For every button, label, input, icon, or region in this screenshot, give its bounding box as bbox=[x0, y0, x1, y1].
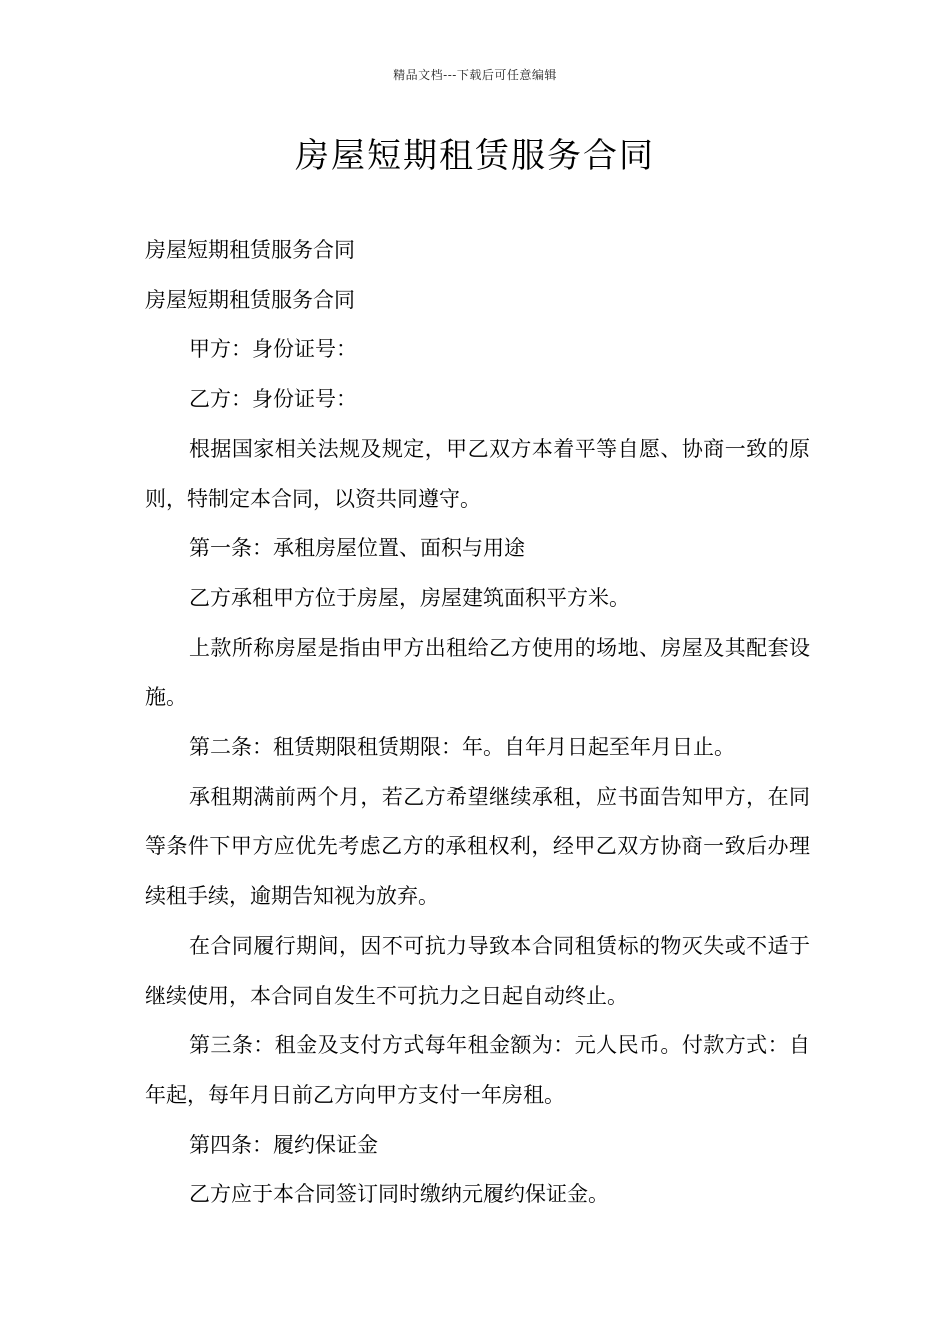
paragraph: 根据国家相关法规及规定，甲乙双方本着平等自愿、协商一致的原则，特制定本合同，以资共同遵守。 bbox=[145, 436, 810, 511]
paragraph: 乙方承租甲方位于房屋，房屋建筑面积平方米。 bbox=[189, 585, 630, 610]
article-heading: 第二条：租赁期限租赁期限：年。自年月日起至年月日止。 bbox=[189, 735, 735, 760]
document-title: 房屋短期租赁服务合同 bbox=[295, 136, 655, 176]
paragraph: 承租期满前两个月，若乙方希望继续承租，应书面告知甲方，在同等条件下甲方应优先考虑乙方的承租权利，经甲乙双方协商一致后办理续租手续，逾期告知视为放弃。 bbox=[145, 784, 810, 909]
article-heading: 第三条：租金及支付方式每年租金额为：元人民币。付款方式：自年起，每年月日前乙方向甲方支付一年房租。 bbox=[145, 1033, 810, 1107]
party-a-line: 甲方：身份证号： bbox=[189, 337, 357, 362]
article-heading: 第四条：履约保证金 bbox=[189, 1132, 378, 1157]
paragraph: 上款所称房屋是指由甲方出租给乙方使用的场地、房屋及其配套设施。 bbox=[145, 635, 810, 710]
paragraph: 乙方应于本合同签订同时缴纳元履约保证金。 bbox=[189, 1182, 609, 1207]
paragraph: 房屋短期租赁服务合同 bbox=[145, 238, 355, 262]
paragraph: 房屋短期租赁服务合同 bbox=[145, 287, 355, 312]
article-heading: 第一条：承租房屋位置、面积与用途 bbox=[189, 536, 525, 561]
header-note: 精品文档---下载后可任意编辑 bbox=[393, 68, 557, 82]
paragraph: 在合同履行期间，因不可抗力导致本合同租赁标的物灭失或不适于继续使用，本合同自发生不可抗力之日起自动终止。 bbox=[145, 933, 810, 1008]
party-b-line: 乙方：身份证号： bbox=[189, 387, 357, 412]
document-body bbox=[145, 226, 810, 1220]
